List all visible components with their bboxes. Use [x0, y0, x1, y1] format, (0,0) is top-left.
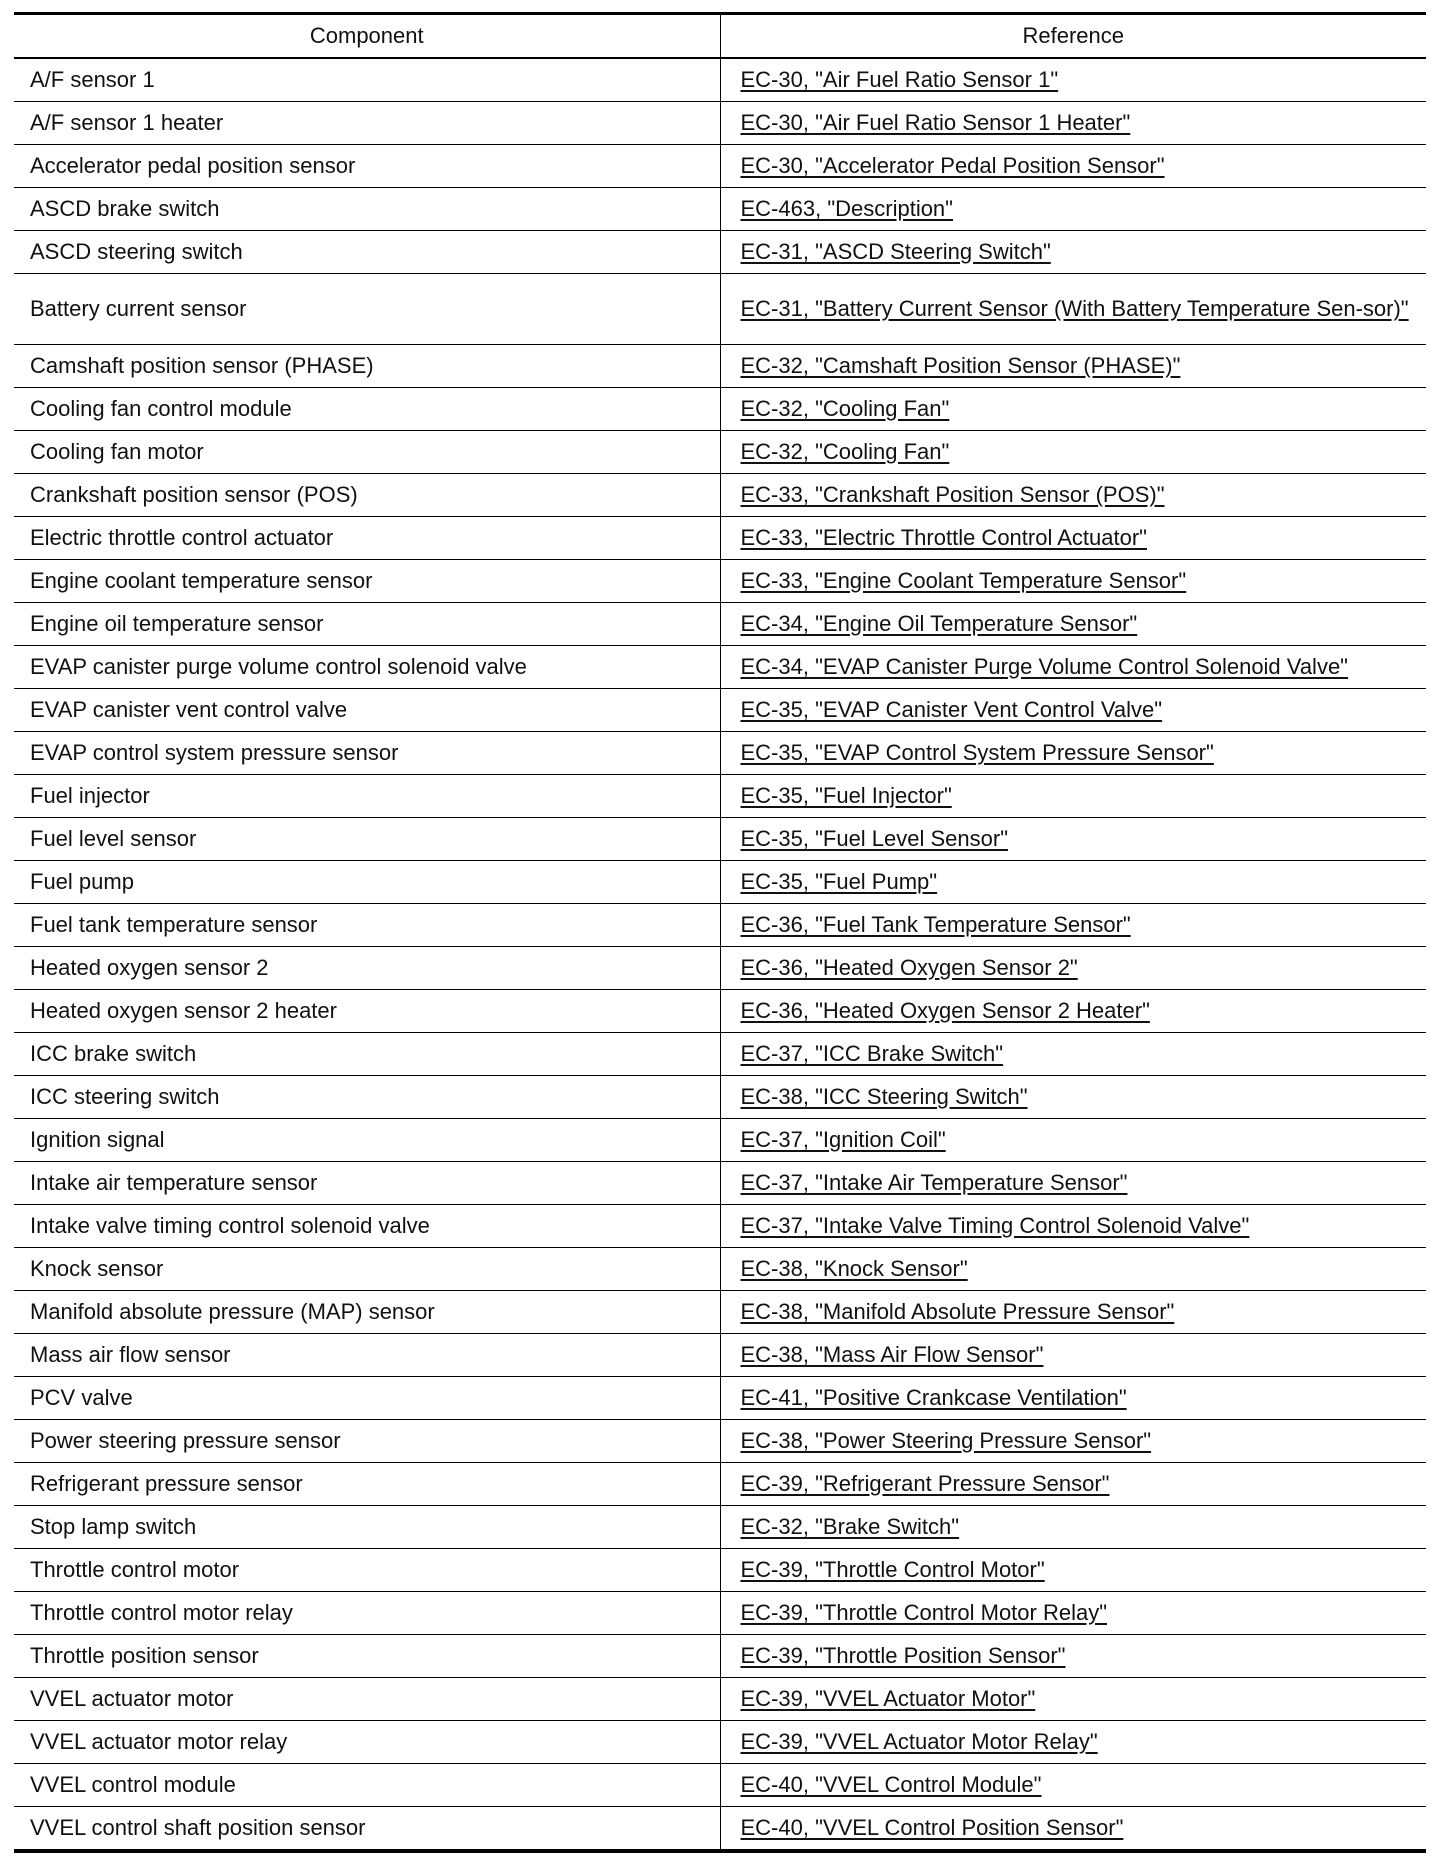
reference-cell [720, 646, 1426, 689]
reference-cell [720, 1033, 1426, 1076]
reference-cell [720, 947, 1426, 990]
component-cell: Electric throttle control actuator [14, 517, 720, 560]
reference-cell [720, 388, 1426, 431]
component-cell: VVEL actuator motor relay [14, 1721, 720, 1764]
reference-link[interactable]: EC-30, "Accelerator Pedal Position Sensor" [740, 153, 1165, 178]
component-cell: Throttle control motor relay [14, 1592, 720, 1635]
reference-link[interactable]: EC-30, "Air Fuel Ratio Sensor 1" [740, 67, 1059, 92]
reference-link[interactable]: EC-32, "Cooling Fan" [740, 396, 950, 421]
component-cell: ICC brake switch [14, 1033, 720, 1076]
component-cell: Power steering pressure sensor [14, 1420, 720, 1463]
component-cell: Heated oxygen sensor 2 [14, 947, 720, 990]
reference-cell [720, 231, 1426, 274]
reference-cell [720, 1721, 1426, 1764]
reference-link[interactable]: EC-33, "Electric Throttle Control Actuator" [740, 525, 1147, 550]
reference-link[interactable]: EC-32, "Cooling Fan" [740, 439, 950, 464]
component-cell: PCV valve [14, 1377, 720, 1420]
table-row [14, 689, 1426, 732]
reference-cell [720, 1463, 1426, 1506]
reference-cell [720, 145, 1426, 188]
table-row [14, 1807, 1426, 1852]
component-cell: Cooling fan control module [14, 388, 720, 431]
reference-cell [720, 603, 1426, 646]
component-cell: Mass air flow sensor [14, 1334, 720, 1377]
component-cell: Refrigerant pressure sensor [14, 1463, 720, 1506]
reference-cell [720, 1377, 1426, 1420]
reference-link[interactable]: EC-36, "Heated Oxygen Sensor 2" [740, 955, 1078, 980]
component-cell: VVEL control shaft position sensor [14, 1807, 720, 1852]
reference-link[interactable]: EC-39, "VVEL Actuator Motor" [740, 1686, 1036, 1711]
reference-cell [720, 1248, 1426, 1291]
component-cell: EVAP canister purge volume control solenoid valve [14, 646, 720, 689]
reference-cell [720, 1764, 1426, 1807]
component-cell: EVAP control system pressure sensor [14, 732, 720, 775]
table-row [14, 861, 1426, 904]
reference-link[interactable]: EC-39, "Throttle Control Motor" [740, 1557, 1045, 1582]
component-cell: Manifold absolute pressure (MAP) sensor [14, 1291, 720, 1334]
component-cell: Intake valve timing control solenoid valve [14, 1205, 720, 1248]
table-row [14, 474, 1426, 517]
component-cell: Heated oxygen sensor 2 heater [14, 990, 720, 1033]
reference-cell [720, 1291, 1426, 1334]
reference-link[interactable]: EC-32, "Brake Switch" [740, 1514, 960, 1539]
reference-cell [720, 517, 1426, 560]
table-row [14, 1291, 1426, 1334]
component-cell: ICC steering switch [14, 1076, 720, 1119]
table-row [14, 188, 1426, 231]
component-cell: Accelerator pedal position sensor [14, 145, 720, 188]
component-cell: Fuel pump [14, 861, 720, 904]
table-row [14, 904, 1426, 947]
reference-link[interactable]: EC-37, "Intake Air Temperature Sensor" [740, 1170, 1128, 1195]
reference-cell [720, 1549, 1426, 1592]
reference-cell [720, 188, 1426, 231]
component-cell: Cooling fan motor [14, 431, 720, 474]
table-row [14, 1119, 1426, 1162]
reference-cell [720, 1420, 1426, 1463]
table-row [14, 231, 1426, 274]
table-row [14, 560, 1426, 603]
header-row [14, 14, 1426, 59]
table-row [14, 775, 1426, 818]
table-row [14, 1076, 1426, 1119]
reference-cell [720, 732, 1426, 775]
component-cell: Battery current sensor [14, 274, 720, 345]
reference-cell [720, 58, 1426, 102]
reference-link[interactable]: EC-38, "Power Steering Pressure Sensor" [740, 1428, 1152, 1453]
reference-link[interactable]: EC-38, "Knock Sensor" [740, 1256, 968, 1281]
reference-cell [720, 1506, 1426, 1549]
reference-link[interactable]: EC-38, "Mass Air Flow Sensor" [740, 1342, 1044, 1367]
reference-cell [720, 1162, 1426, 1205]
component-cell: ASCD brake switch [14, 188, 720, 231]
reference-cell [720, 1205, 1426, 1248]
reference-cell [720, 1592, 1426, 1635]
table-row [14, 388, 1426, 431]
table-row [14, 274, 1426, 345]
reference-cell [720, 904, 1426, 947]
reference-cell [720, 990, 1426, 1033]
column-header-reference: Reference [720, 14, 1426, 59]
table-body [14, 58, 1426, 1851]
table-row [14, 1506, 1426, 1549]
table-row [14, 345, 1426, 388]
component-cell: Throttle position sensor [14, 1635, 720, 1678]
reference-link[interactable]: EC-33, "Crankshaft Position Sensor (POS)" [740, 482, 1165, 507]
component-reference-sheet [14, 12, 1426, 1853]
reference-cell [720, 689, 1426, 732]
component-cell: Crankshaft position sensor (POS) [14, 474, 720, 517]
table-row [14, 947, 1426, 990]
reference-link[interactable]: EC-39, "Throttle Control Motor Relay" [740, 1600, 1108, 1625]
component-cell: EVAP canister vent control valve [14, 689, 720, 732]
component-cell: Fuel level sensor [14, 818, 720, 861]
reference-link[interactable]: EC-36, "Heated Oxygen Sensor 2 Heater" [740, 998, 1150, 1023]
reference-cell [720, 474, 1426, 517]
reference-cell [720, 431, 1426, 474]
reference-cell [720, 861, 1426, 904]
reference-link[interactable]: EC-32, "Camshaft Position Sensor (PHASE)" [740, 353, 1181, 378]
reference-cell [720, 1678, 1426, 1721]
component-cell: Engine oil temperature sensor [14, 603, 720, 646]
reference-link[interactable]: EC-34, "EVAP Canister Purge Volume Control Solenoid Valve" [740, 654, 1348, 679]
table-row [14, 1334, 1426, 1377]
table-row [14, 1248, 1426, 1291]
component-cell: Throttle control motor [14, 1549, 720, 1592]
reference-cell [720, 775, 1426, 818]
reference-link[interactable]: EC-40, "VVEL Control Position Sensor" [740, 1815, 1124, 1840]
reference-cell [720, 560, 1426, 603]
reference-link[interactable]: EC-38, "Manifold Absolute Pressure Sensor" [740, 1299, 1175, 1324]
reference-link[interactable]: EC-34, "Engine Oil Temperature Sensor" [740, 611, 1138, 636]
component-cell: A/F sensor 1 [14, 58, 720, 102]
table-row [14, 1162, 1426, 1205]
component-cell: Camshaft position sensor (PHASE) [14, 345, 720, 388]
reference-link[interactable]: EC-37, "ICC Brake Switch" [740, 1041, 1004, 1066]
reference-link[interactable]: EC-39, "VVEL Actuator Motor Relay" [740, 1729, 1098, 1754]
component-cell: VVEL actuator motor [14, 1678, 720, 1721]
reference-link[interactable]: EC-35, "Fuel Injector" [740, 783, 952, 808]
column-header-component: Component [14, 14, 720, 59]
table-row [14, 1764, 1426, 1807]
table-row [14, 1033, 1426, 1076]
reference-cell [720, 274, 1426, 345]
component-cell: Engine coolant temperature sensor [14, 560, 720, 603]
table-row [14, 1721, 1426, 1764]
component-cell: A/F sensor 1 heater [14, 102, 720, 145]
reference-link[interactable]: EC-35, "EVAP Canister Vent Control Valve" [740, 697, 1163, 722]
table-row [14, 58, 1426, 102]
table-row [14, 990, 1426, 1033]
reference-cell [720, 1635, 1426, 1678]
component-cell: ASCD steering switch [14, 231, 720, 274]
reference-link[interactable]: EC-35, "Fuel Level Sensor" [740, 826, 1009, 851]
component-reference-table [14, 12, 1426, 1853]
reference-cell [720, 1334, 1426, 1377]
table-row [14, 1549, 1426, 1592]
table-row [14, 646, 1426, 689]
reference-link[interactable]: EC-37, "Ignition Coil" [740, 1127, 946, 1152]
table-row [14, 1678, 1426, 1721]
reference-link[interactable]: EC-35, "Fuel Pump" [740, 869, 938, 894]
reference-cell [720, 1119, 1426, 1162]
reference-cell [720, 102, 1426, 145]
reference-link[interactable]: EC-39, "Refrigerant Pressure Sensor" [740, 1471, 1110, 1496]
table-row [14, 1377, 1426, 1420]
reference-link[interactable]: EC-36, "Fuel Tank Temperature Sensor" [740, 912, 1131, 937]
table-row [14, 102, 1426, 145]
table-row [14, 603, 1426, 646]
table-header [14, 14, 1426, 59]
reference-cell [720, 818, 1426, 861]
reference-link[interactable]: EC-39, "Throttle Position Sensor" [740, 1643, 1066, 1668]
component-cell: Knock sensor [14, 1248, 720, 1291]
table-row [14, 732, 1426, 775]
reference-link[interactable]: EC-463, "Description" [740, 196, 953, 221]
reference-link[interactable]: EC-41, "Positive Crankcase Ventilation" [740, 1385, 1127, 1410]
component-cell: Intake air temperature sensor [14, 1162, 720, 1205]
reference-link[interactable]: EC-38, "ICC Steering Switch" [740, 1084, 1028, 1109]
table-row [14, 1592, 1426, 1635]
table-row [14, 431, 1426, 474]
reference-link[interactable]: EC-37, "Intake Valve Timing Control Solenoid Valve" [740, 1213, 1250, 1238]
reference-link[interactable]: EC-31, "ASCD Steering Switch" [740, 239, 1051, 264]
table-row [14, 517, 1426, 560]
reference-link[interactable]: EC-30, "Air Fuel Ratio Sensor 1 Heater" [740, 110, 1131, 135]
table-row [14, 145, 1426, 188]
table-row [14, 1463, 1426, 1506]
reference-cell [720, 345, 1426, 388]
reference-cell [720, 1807, 1426, 1852]
table-row [14, 818, 1426, 861]
reference-link[interactable]: EC-35, "EVAP Control System Pressure Sensor" [740, 740, 1214, 765]
component-cell: VVEL control module [14, 1764, 720, 1807]
component-cell: Fuel tank temperature sensor [14, 904, 720, 947]
reference-link[interactable]: EC-33, "Engine Coolant Temperature Sensor" [740, 568, 1187, 593]
table-row [14, 1635, 1426, 1678]
component-cell: Stop lamp switch [14, 1506, 720, 1549]
reference-link[interactable]: EC-31, "Battery Current Sensor (With Battery Temperature Sen-sor)" [740, 296, 1409, 321]
reference-link[interactable]: EC-40, "VVEL Control Module" [740, 1772, 1042, 1797]
component-cell: Ignition signal [14, 1119, 720, 1162]
table-row [14, 1420, 1426, 1463]
reference-cell [720, 1076, 1426, 1119]
table-row [14, 1205, 1426, 1248]
component-cell: Fuel injector [14, 775, 720, 818]
